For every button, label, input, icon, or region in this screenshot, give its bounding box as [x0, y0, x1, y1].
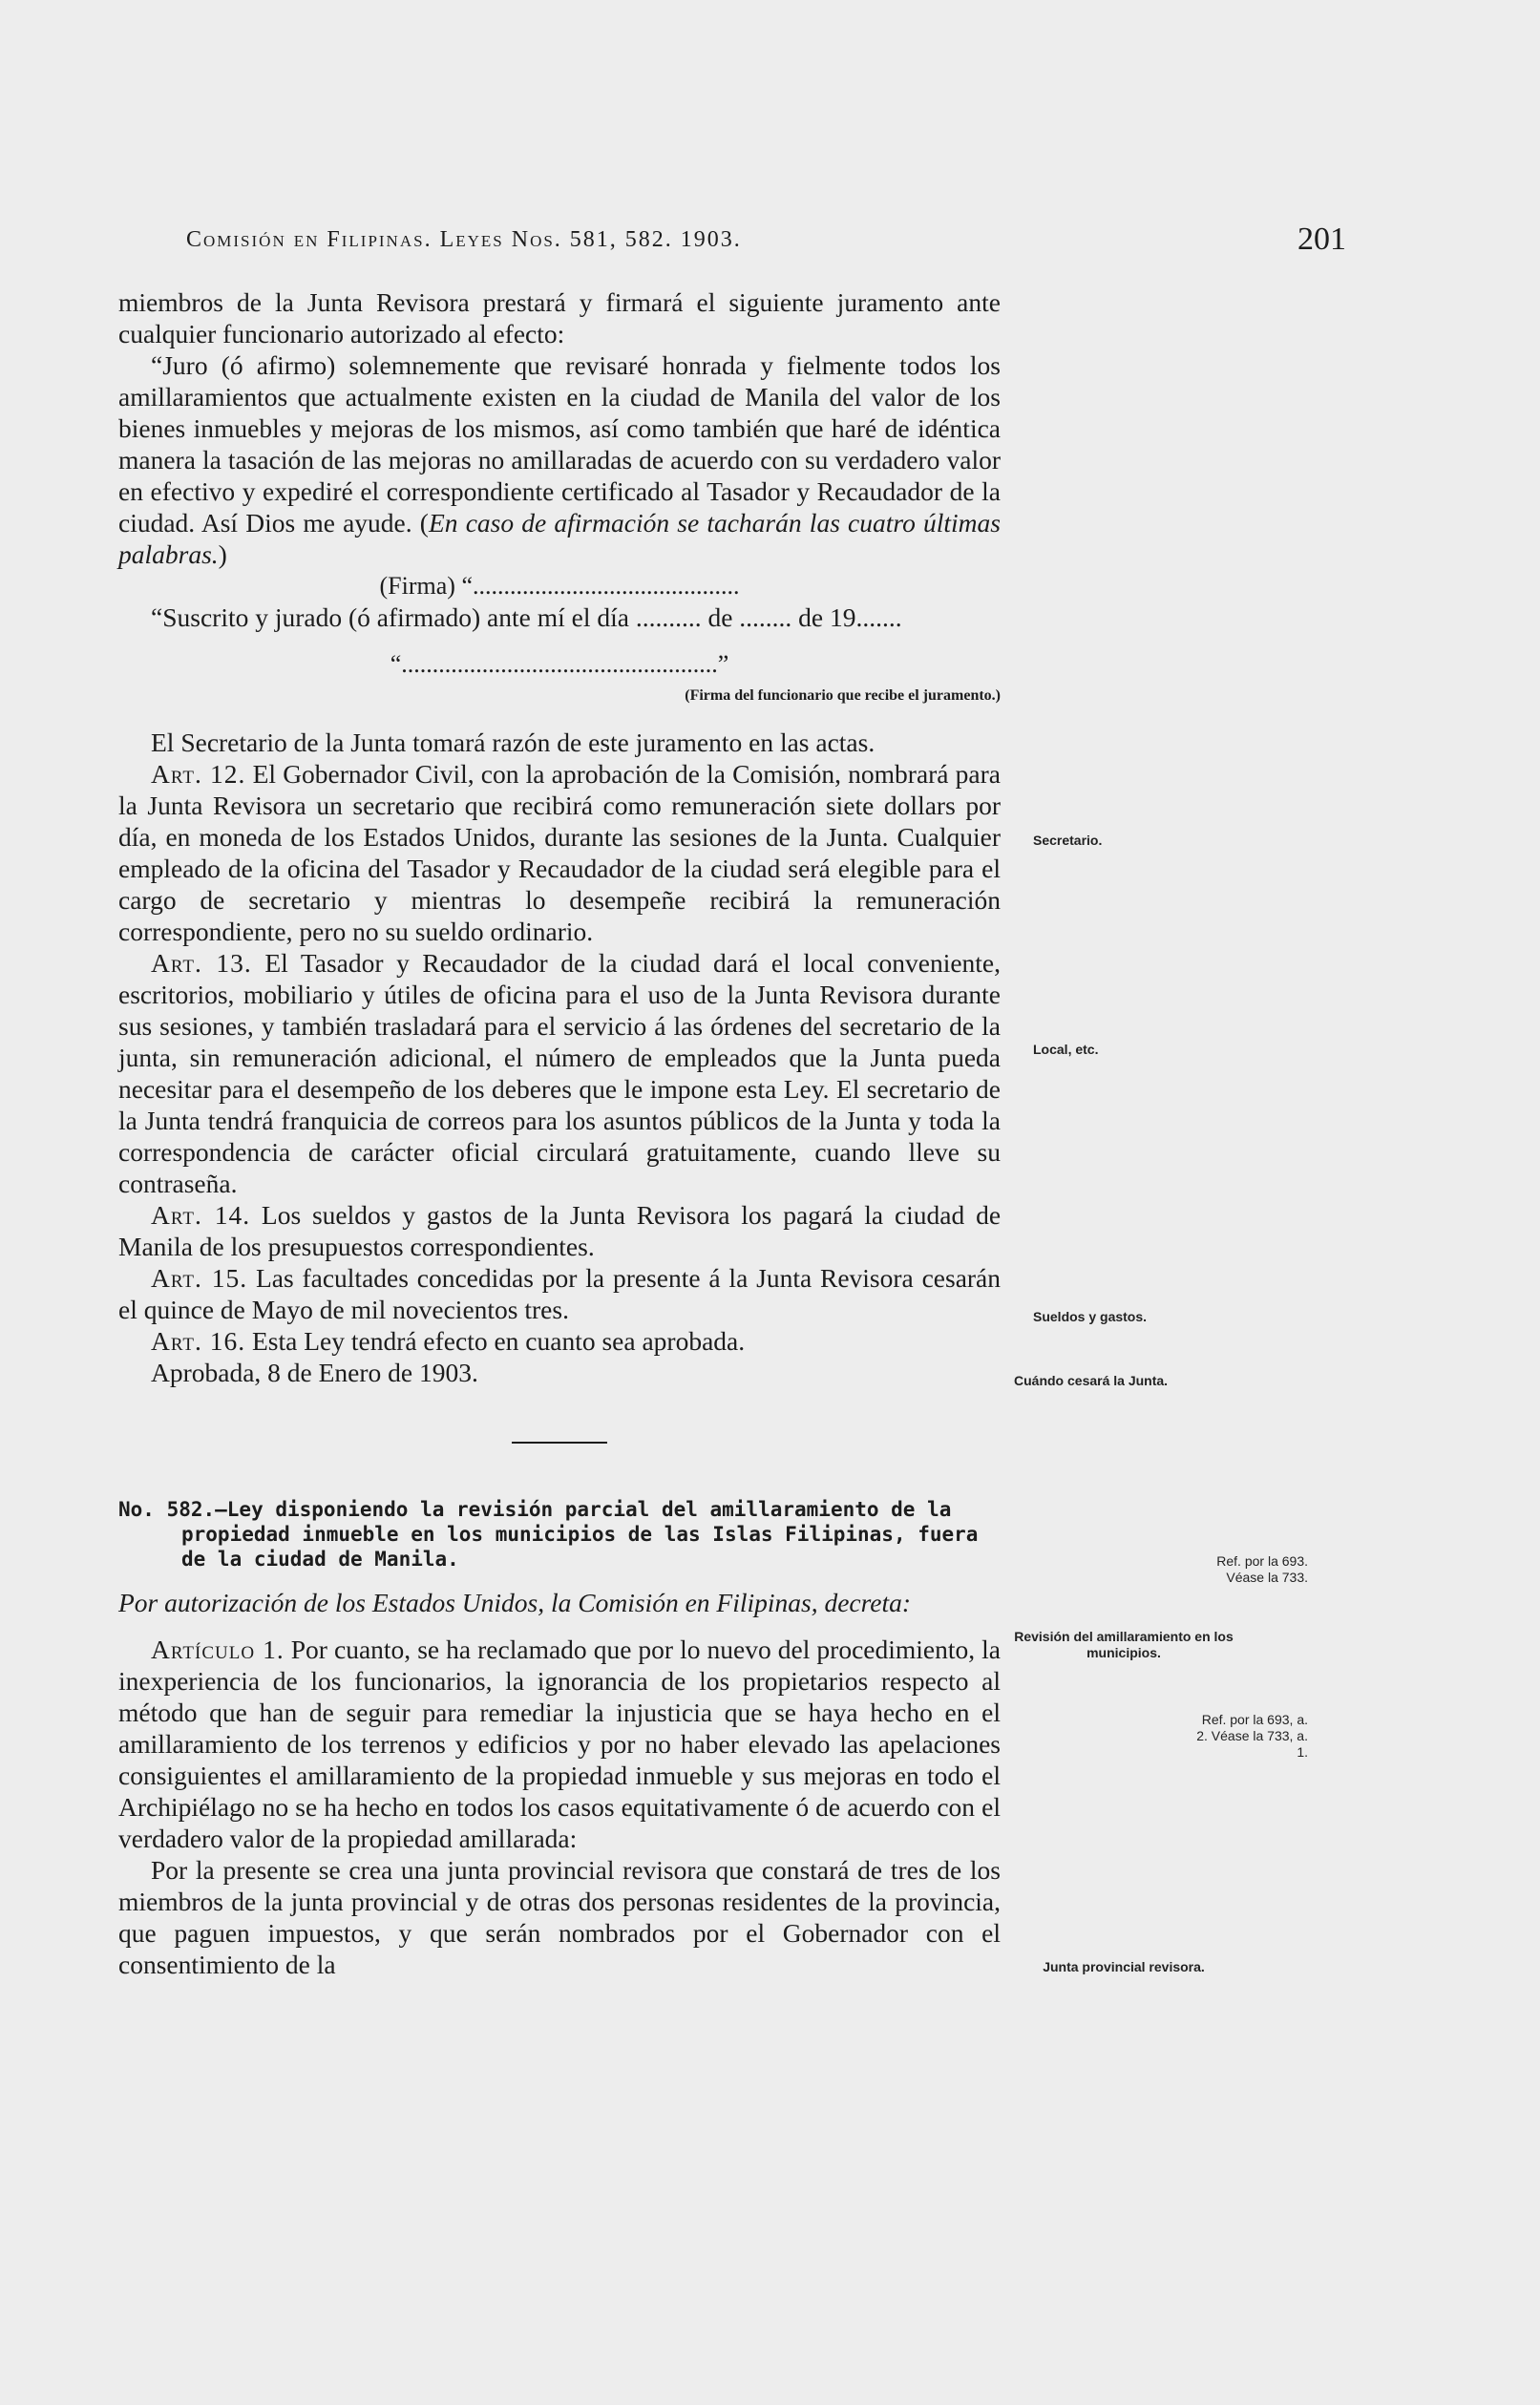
- oath-text: “Juro (ó afirmo) solemnemente que revisaré honrada y fielmente todos los amillaramientos que actualmente existen en la ciudad de Manila del valor de los bienes inmuebles y mejoras de los mismos, así como también que haré de idéntica manera la tasación de las mejoras no amillaradas de acuerdo con su verdadero valor en efectivo y expediré el correspondiente certificado al Tasador y Recaudador de la ciudad. Así Dios me ayude. (: [118, 350, 1001, 538]
- spacer: [118, 1618, 1001, 1634]
- spacer: [118, 711, 1001, 727]
- article-16-label: Art. 16.: [151, 1326, 246, 1356]
- main-text-column: [118, 286, 1001, 1980]
- article-12-text: El Gobernador Civil, con la aprobación de la Comisión, nombrará para la Junta Revisora un secretario que recibirá como remuneración siete dollars por día, en moneda de los Estados Unidos, durante las sesiones de la Junta. Cualquier empleado de la oficina del Tasador y Recaudador de la ciudad será elegible para el cargo de secretario y mientras lo desempeñe recibirá la remuneración correspondiente, pero no su sueldo ordinario.: [118, 759, 1001, 946]
- enacting-clause: Por autorización de los Estados Unidos, la Comisión en Filipinas, decreta:: [118, 1588, 912, 1617]
- paragraph-secretary-record: El Secretario de la Junta tomará razón de este juramento en las actas.: [151, 728, 875, 757]
- article-1: [118, 1634, 1001, 1854]
- margin-note-secretario: Secretario.: [1033, 833, 1103, 848]
- margin-note-local: Local, etc.: [1033, 1042, 1099, 1057]
- article-1-label: Artículo 1.: [151, 1635, 285, 1664]
- approval-date: Aprobada, 8 de Enero de 1903.: [151, 1358, 478, 1387]
- article-16-text: Esta Ley tendrá efecto en cuanto sea aprobada.: [252, 1326, 746, 1356]
- article-13: [118, 947, 1001, 1199]
- article-16: [118, 1325, 1001, 1357]
- margin-note-revision: Revisión del amillaramiento en los municipios.: [1014, 1629, 1234, 1660]
- signature-line-1: (Firma) “...........................................: [379, 572, 740, 600]
- page-number: 201: [1297, 222, 1346, 257]
- oath-close: ): [218, 539, 227, 569]
- article-1-text: Por cuanto, se ha reclamado que por lo nuevo del procedimiento, la inexperiencia de los funcionarios, la ignorancia de los propietarios respecto al método que han de seguir para remediar la injusticia que se haya hecho en el amillaramiento de los terrenos y edificios y por no haber elevado las apelaciones consiguientes el amillaramiento de la propiedad inmueble y sus mejoras en todo el Archipiélago no se ha hecho en todos los casos equitativamente ó de acuerdo con el verdadero valor de la propiedad amillarada:: [118, 1635, 1002, 1853]
- spacer: [118, 1444, 1001, 1497]
- page-header: [186, 222, 1346, 264]
- margin-note-junta-provincial: Junta provincial revisora.: [1043, 1959, 1205, 1974]
- law-582-heading: No. 582.—Ley disponiendo la revisión parcial del amillaramiento de la propiedad inmueble en los municipios de las Islas Filipinas, fuera de la ciudad de Manila.: [118, 1498, 979, 1571]
- article-13-text: El Tasador y Recaudador de la ciudad dará el local conveniente, escritorios, mobiliario y útiles de oficina para el uso de la Junta Revisora durante sus sesiones, y también trasladará para el servicio á las órdenes del secretario de la junta, sin remuneración adicional, el número de empleados que la Junta pueda necesitar para el desempeño de los deberes que le impone esta Ley. El secretario de la Junta tendrá franquicia de correos para los asuntos públicos de la Junta y toda la correspondencia de carácter oficial circulará gratuitamente, cuando lleve su contraseña.: [118, 948, 1002, 1198]
- margin-note-cuando: Cuándo cesará la Junta.: [1014, 1373, 1169, 1388]
- spacer: [118, 1572, 1001, 1587]
- article-12-label: Art. 12.: [151, 759, 246, 789]
- paragraph-oath-intro: miembros de la Junta Revisora prestará y firmará el siguiente juramento ante cualquier funcionario autorizado al efecto:: [118, 287, 1001, 348]
- paragraph-sworn: “Suscrito y jurado (ó afirmado) ante mí el día .......... de ........ de 19.......: [151, 602, 902, 632]
- margin-note-sueldos: Sueldos y gastos.: [1033, 1309, 1148, 1324]
- article-15-label: Art. 15.: [151, 1263, 248, 1293]
- article-13-label: Art. 13.: [151, 948, 252, 978]
- margin-note-ref-1: Ref. por la 693. Véase la 733.: [1216, 1553, 1308, 1585]
- paragraph-provincial-board: Por la presente se crea una junta provincial revisora que constará de tres de los miembros de la junta provincial y de otras dos personas residentes de la provincia, que paguen impuestos, y que serán nombrados por el Gobernador con el consentimiento de la: [118, 1855, 1001, 1979]
- article-12: [118, 758, 1001, 947]
- article-14-label: Art. 14.: [151, 1200, 251, 1230]
- article-15-text: Las facultades concedidas por la presente á la Junta Revisora cesarán el quince de Mayo de mil novecientos tres.: [118, 1263, 1002, 1324]
- article-14: [118, 1199, 1001, 1262]
- paragraph-oath-text: [118, 349, 1001, 570]
- article-14-text: Los sueldos y gastos de la Junta Revisora los pagará la ciudad de Manila de los presupuestos correspondientes.: [118, 1200, 1002, 1261]
- spacer: [118, 633, 1001, 648]
- margin-note-ref-2: Ref. por la 693, a. 2. Véase la 733, a. 1.: [1196, 1712, 1308, 1760]
- oath-note: En caso de afirmación se tacharán las cuatro últimas palabras.: [118, 508, 1001, 569]
- article-15: [118, 1262, 1001, 1325]
- running-head: Comisión en Filipinas. Leyes Nos. 581, 582. 1903.: [186, 227, 742, 252]
- signature-caption: (Firma del funcionario que recibe el juramento.): [685, 687, 1001, 704]
- spacer: [118, 1388, 1001, 1442]
- signature-line-2: “...................................................”: [390, 650, 729, 678]
